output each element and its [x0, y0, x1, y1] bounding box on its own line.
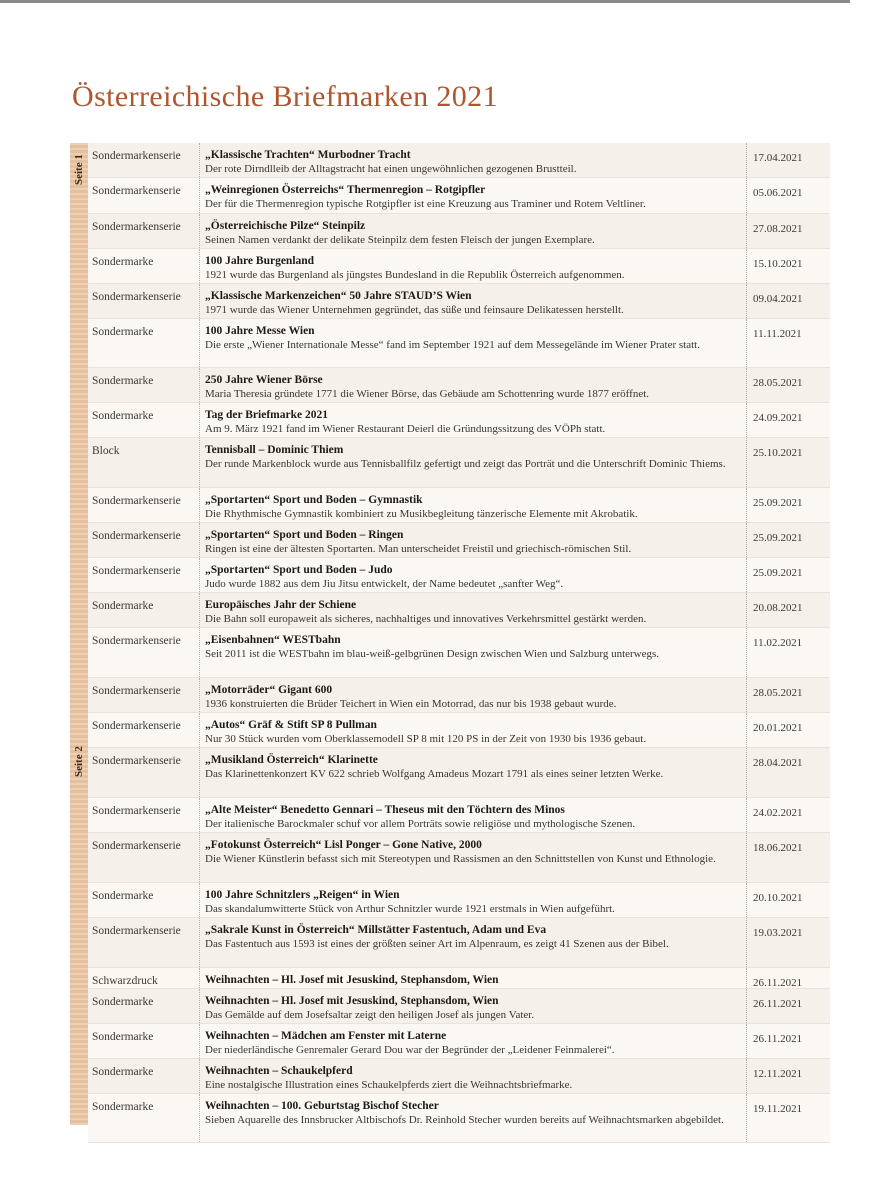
table-row [88, 523, 830, 558]
issue-text: Nur 30 Stück wurden vom Oberklassemodell SP 8 mit 120 PS in der Zeit von 1930 bis 1936 gebaut. [205, 732, 647, 745]
table-row [88, 918, 830, 968]
table-row [88, 319, 830, 368]
side-label-page-2: Seite 2 [73, 746, 85, 778]
issue-date: 12.11.2021 [753, 1068, 803, 1080]
issue-title: „Klassische Trachten“ Murbodner Tracht [205, 149, 411, 161]
issue-date: 28.05.2021 [753, 377, 803, 389]
issue-description [200, 1094, 747, 1142]
issue-description [200, 403, 747, 437]
issue-text: Das skandalumwitterte Stück von Arthur Schnitzler wurde 1921 erstmals in Wien aufgeführt. [205, 902, 615, 915]
issue-title: „Sportarten“ Sport und Boden – Ringen [205, 529, 404, 541]
issue-description [200, 678, 747, 712]
issue-text: Die Rhythmische Gymnastik kombiniert zu Musikbegleitung tänzerische Elemente mit Akrobatik. [205, 507, 638, 520]
issue-type: Schwarzdruck [88, 968, 200, 988]
table-row [88, 748, 830, 798]
issue-text: Ringen ist eine der ältesten Sportarten. Man unterscheidet Freistil und griechisch-römischen Stil. [205, 542, 632, 555]
issue-title: Weihnachten – Mädchen am Fenster mit Laterne [205, 1030, 447, 1042]
top-rule [0, 0, 850, 3]
table-row [88, 1059, 830, 1094]
issue-date: 11.02.2021 [753, 637, 803, 649]
issue-type: Sondermarke [88, 989, 200, 1023]
issue-date: 25.09.2021 [753, 532, 803, 544]
issue-description [200, 713, 747, 747]
table-row [88, 1094, 830, 1143]
issue-date: 25.10.2021 [753, 447, 803, 459]
issue-description [200, 319, 747, 367]
issue-title: 100 Jahre Burgenland [205, 255, 315, 267]
issue-date: 19.11.2021 [753, 1103, 803, 1115]
issue-type: Sondermarkenserie [88, 284, 200, 318]
issue-description [200, 488, 747, 522]
issue-title: Weihnachten – 100. Geburtstag Bischof Stecher [205, 1100, 439, 1112]
issue-description [200, 284, 747, 318]
issue-date: 17.04.2021 [753, 152, 803, 164]
issue-text: 1921 wurde das Burgenland als jüngstes Bundesland in die Republik Österreich aufgenommen. [205, 268, 625, 281]
issue-date: 20.08.2021 [753, 602, 803, 614]
issue-type: Sondermarkenserie [88, 628, 200, 677]
issue-title: „Sportarten“ Sport und Boden – Gymnastik [205, 494, 423, 506]
page-title: Österreichische Briefmarken 2021 [72, 80, 498, 113]
stamp-table [70, 143, 830, 1125]
issue-type: Sondermarkenserie [88, 713, 200, 747]
issue-text: Sieben Aquarelle des Innsbrucker Altbischofs Dr. Reinhold Stecher wurden bereits auf Weihnachtsmarken abgebildet. [205, 1113, 724, 1126]
table-row [88, 214, 830, 249]
table-row [88, 628, 830, 678]
issue-title: „Weinregionen Österreichs“ Thermenregion – Rotgipfler [205, 184, 486, 196]
issue-description [200, 989, 747, 1023]
issue-title: „Alte Meister“ Benedetto Gennari – Theseus mit den Töchtern des Minos [205, 804, 565, 816]
issue-title: „Autos“ Gräf & Stift SP 8 Pullman [205, 719, 377, 731]
issue-type: Sondermarkenserie [88, 488, 200, 522]
issue-title: Weihnachten – Hl. Josef mit Jesuskind, Stephansdom, Wien [205, 995, 499, 1007]
issue-title: „Musikland Österreich“ Klarinette [205, 754, 378, 766]
issue-type: Sondermarkenserie [88, 748, 200, 797]
issue-date: 11.11.2021 [753, 328, 802, 340]
issue-description [200, 1024, 747, 1058]
side-label-page-1: Seite 1 [73, 154, 85, 186]
table-row [88, 713, 830, 748]
table-row [88, 593, 830, 628]
issue-text: Der runde Markenblock wurde aus Tennisballfilz gefertigt und zeigt das Porträt und die Unterschrift Dominic Thiems. [205, 457, 726, 470]
issue-date: 25.09.2021 [753, 567, 803, 579]
table-row [88, 798, 830, 833]
issue-description [200, 558, 747, 592]
issue-type: Sondermarke [88, 403, 200, 437]
issue-date: 19.03.2021 [753, 927, 803, 939]
table-row [88, 968, 830, 989]
issue-text: Die Bahn soll europaweit als sicheres, nachhaltiges und innovatives Verkehrsmittel gestärkt werden. [205, 612, 647, 625]
table-row [88, 403, 830, 438]
issue-date: 26.11.2021 [753, 1033, 803, 1045]
issue-description [200, 593, 747, 627]
issue-date: 24.09.2021 [753, 412, 803, 424]
issue-description [200, 143, 747, 177]
issue-date: 09.04.2021 [753, 293, 803, 305]
issue-title: Weihnachten – Hl. Josef mit Jesuskind, Stephansdom, Wien [205, 974, 499, 986]
issue-date: 20.10.2021 [753, 892, 803, 904]
issue-type: Sondermarke [88, 1024, 200, 1058]
issue-text: Judo wurde 1882 aus dem Jiu Jitsu entwickelt, der Name bedeutet „sanfter Weg“. [205, 577, 564, 590]
issue-type: Sondermarke [88, 883, 200, 917]
table-rows [88, 143, 830, 1143]
table-row [88, 284, 830, 319]
issue-date: 24.02.2021 [753, 807, 803, 819]
issue-type: Sondermarkenserie [88, 178, 200, 213]
issue-type: Sondermarkenserie [88, 143, 200, 177]
issue-date: 18.06.2021 [753, 842, 803, 854]
issue-date: 28.04.2021 [753, 757, 803, 769]
issue-description [200, 438, 747, 487]
issue-text: Das Klarinettenkonzert KV 622 schrieb Wolfgang Amadeus Mozart 1791 als eines seiner letzten Werke. [205, 767, 664, 780]
issue-text: Das Fastentuch aus 1593 ist eines der größten seiner Art im Alpenraum, es zeigt 41 Szenen aus der Bibel. [205, 937, 669, 950]
issue-type: Sondermarkenserie [88, 523, 200, 557]
issue-type: Sondermarkenserie [88, 214, 200, 248]
issue-title: Tennisball – Dominic Thiem [205, 444, 344, 456]
issue-date: 26.11.2021 [753, 998, 803, 1010]
issue-date: 20.01.2021 [753, 722, 803, 734]
table-row [88, 488, 830, 523]
issue-title: 100 Jahre Messe Wien [205, 325, 315, 337]
issue-title: „Sakrale Kunst in Österreich“ Millstätter Fastentuch, Adam und Eva [205, 924, 547, 936]
issue-description [200, 918, 747, 967]
issue-title: Tag der Briefmarke 2021 [205, 409, 328, 421]
issue-text: Maria Theresia gründete 1771 die Wiener Börse, das Gebäude am Schottenring wurde 1877 eröffnet. [205, 387, 650, 400]
issue-title: „Österreichische Pilze“ Steinpilz [205, 220, 366, 232]
issue-description [200, 628, 747, 677]
issue-type: Sondermarke [88, 1094, 200, 1142]
issue-type: Sondermarkenserie [88, 833, 200, 882]
issue-title: Europäisches Jahr der Schiene [205, 599, 357, 611]
issue-description [200, 214, 747, 248]
issue-description [200, 368, 747, 402]
issue-type: Sondermarke [88, 368, 200, 402]
issue-text: Seinen Namen verdankt der delikate Steinpilz dem festen Fleisch der jungen Exemplare. [205, 233, 595, 246]
issue-type: Sondermarke [88, 249, 200, 283]
issue-text: Eine nostalgische Illustration eines Schaukelpferds ziert die Weihnachtsbriefmarke. [205, 1078, 573, 1091]
issue-title: „Sportarten“ Sport und Boden – Judo [205, 564, 393, 576]
table-row [88, 678, 830, 713]
issue-text: Das Gemälde auf dem Josefsaltar zeigt den heiligen Josef als jungen Vater. [205, 1008, 535, 1021]
issue-text: Der niederländische Genremaler Gerard Dou war der Begründer der „Leidener Feinmalerei“. [205, 1043, 615, 1056]
issue-date: 28.05.2021 [753, 687, 803, 699]
issue-description [200, 748, 747, 797]
table-row [88, 368, 830, 403]
issue-type: Sondermarkenserie [88, 798, 200, 832]
table-row [88, 438, 830, 488]
issue-date: 26.11.2021 [753, 977, 803, 989]
table-row [88, 558, 830, 593]
issue-title: „Motorräder“ Gigant 600 [205, 684, 333, 696]
issue-description [200, 833, 747, 882]
issue-title: „Klassische Markenzeichen“ 50 Jahre STAUD’S Wien [205, 290, 472, 302]
issue-date: 25.09.2021 [753, 497, 803, 509]
issue-date: 05.06.2021 [753, 187, 803, 199]
issue-description [200, 968, 747, 988]
issue-text: Der italienische Barockmaler schuf vor allem Porträts sowie religiöse und mythologische Szenen. [205, 817, 636, 830]
issue-text: Der für die Thermenregion typische Rotgipfler ist eine Kreuzung aus Traminer und Rotem Veltliner. [205, 197, 646, 210]
issue-title: „Fotokunst Österreich“ Lisl Ponger – Gone Native, 2000 [205, 839, 482, 851]
issue-text: Die Wiener Künstlerin befasst sich mit Stereotypen und Rassismen an den Schnittstellen von Kunst und Ethnologie. [205, 852, 716, 865]
issue-type: Sondermarke [88, 593, 200, 627]
issue-date: 27.08.2021 [753, 223, 803, 235]
issue-description [200, 1059, 747, 1093]
issue-type: Block [88, 438, 200, 487]
issue-title: 250 Jahre Wiener Börse [205, 374, 323, 386]
table-row [88, 883, 830, 918]
issue-text: Am 9. März 1921 fand im Wiener Restaurant Deierl die Gründungssitzung des VÖPh statt. [205, 422, 606, 435]
side-bar [70, 143, 88, 1125]
table-row [88, 1024, 830, 1059]
issue-description [200, 523, 747, 557]
issue-type: Sondermarkenserie [88, 918, 200, 967]
issue-type: Sondermarke [88, 319, 200, 367]
issue-date: 15.10.2021 [753, 258, 803, 270]
table-row [88, 249, 830, 284]
issue-title: „Eisenbahnen“ WESTbahn [205, 634, 341, 646]
issue-type: Sondermarkenserie [88, 678, 200, 712]
issue-description [200, 883, 747, 917]
issue-text: 1971 wurde das Wiener Unternehmen gegründet, das süße und feinsaure Delikatessen herstellt. [205, 303, 624, 316]
table-row [88, 833, 830, 883]
issue-text: Die erste „Wiener Internationale Messe“ fand im September 1921 auf dem Messegelände im Wiener Prater statt. [205, 338, 700, 351]
table-row [88, 143, 830, 178]
issue-text: Seit 2011 ist die WESTbahn im blau-weiß-gelbgrünen Design zwischen Wien und Salzburg unterwegs. [205, 647, 660, 660]
issue-description [200, 249, 747, 283]
issue-text: 1936 konstruierten die Brüder Teichert in Wien ein Motorrad, das nur bis 1938 gebaut wurde. [205, 697, 617, 710]
issue-title: Weihnachten – Schaukelpferd [205, 1065, 353, 1077]
issue-title: 100 Jahre Schnitzlers „Reigen“ in Wien [205, 889, 400, 901]
issue-description [200, 178, 747, 213]
table-row [88, 989, 830, 1024]
issue-text: Der rote Dirndlleib der Alltagstracht hat einen ungewöhnlichen gezogenen Brustteil. [205, 162, 577, 175]
issue-type: Sondermarkenserie [88, 558, 200, 592]
issue-type: Sondermarke [88, 1059, 200, 1093]
table-row [88, 178, 830, 214]
issue-description [200, 798, 747, 832]
